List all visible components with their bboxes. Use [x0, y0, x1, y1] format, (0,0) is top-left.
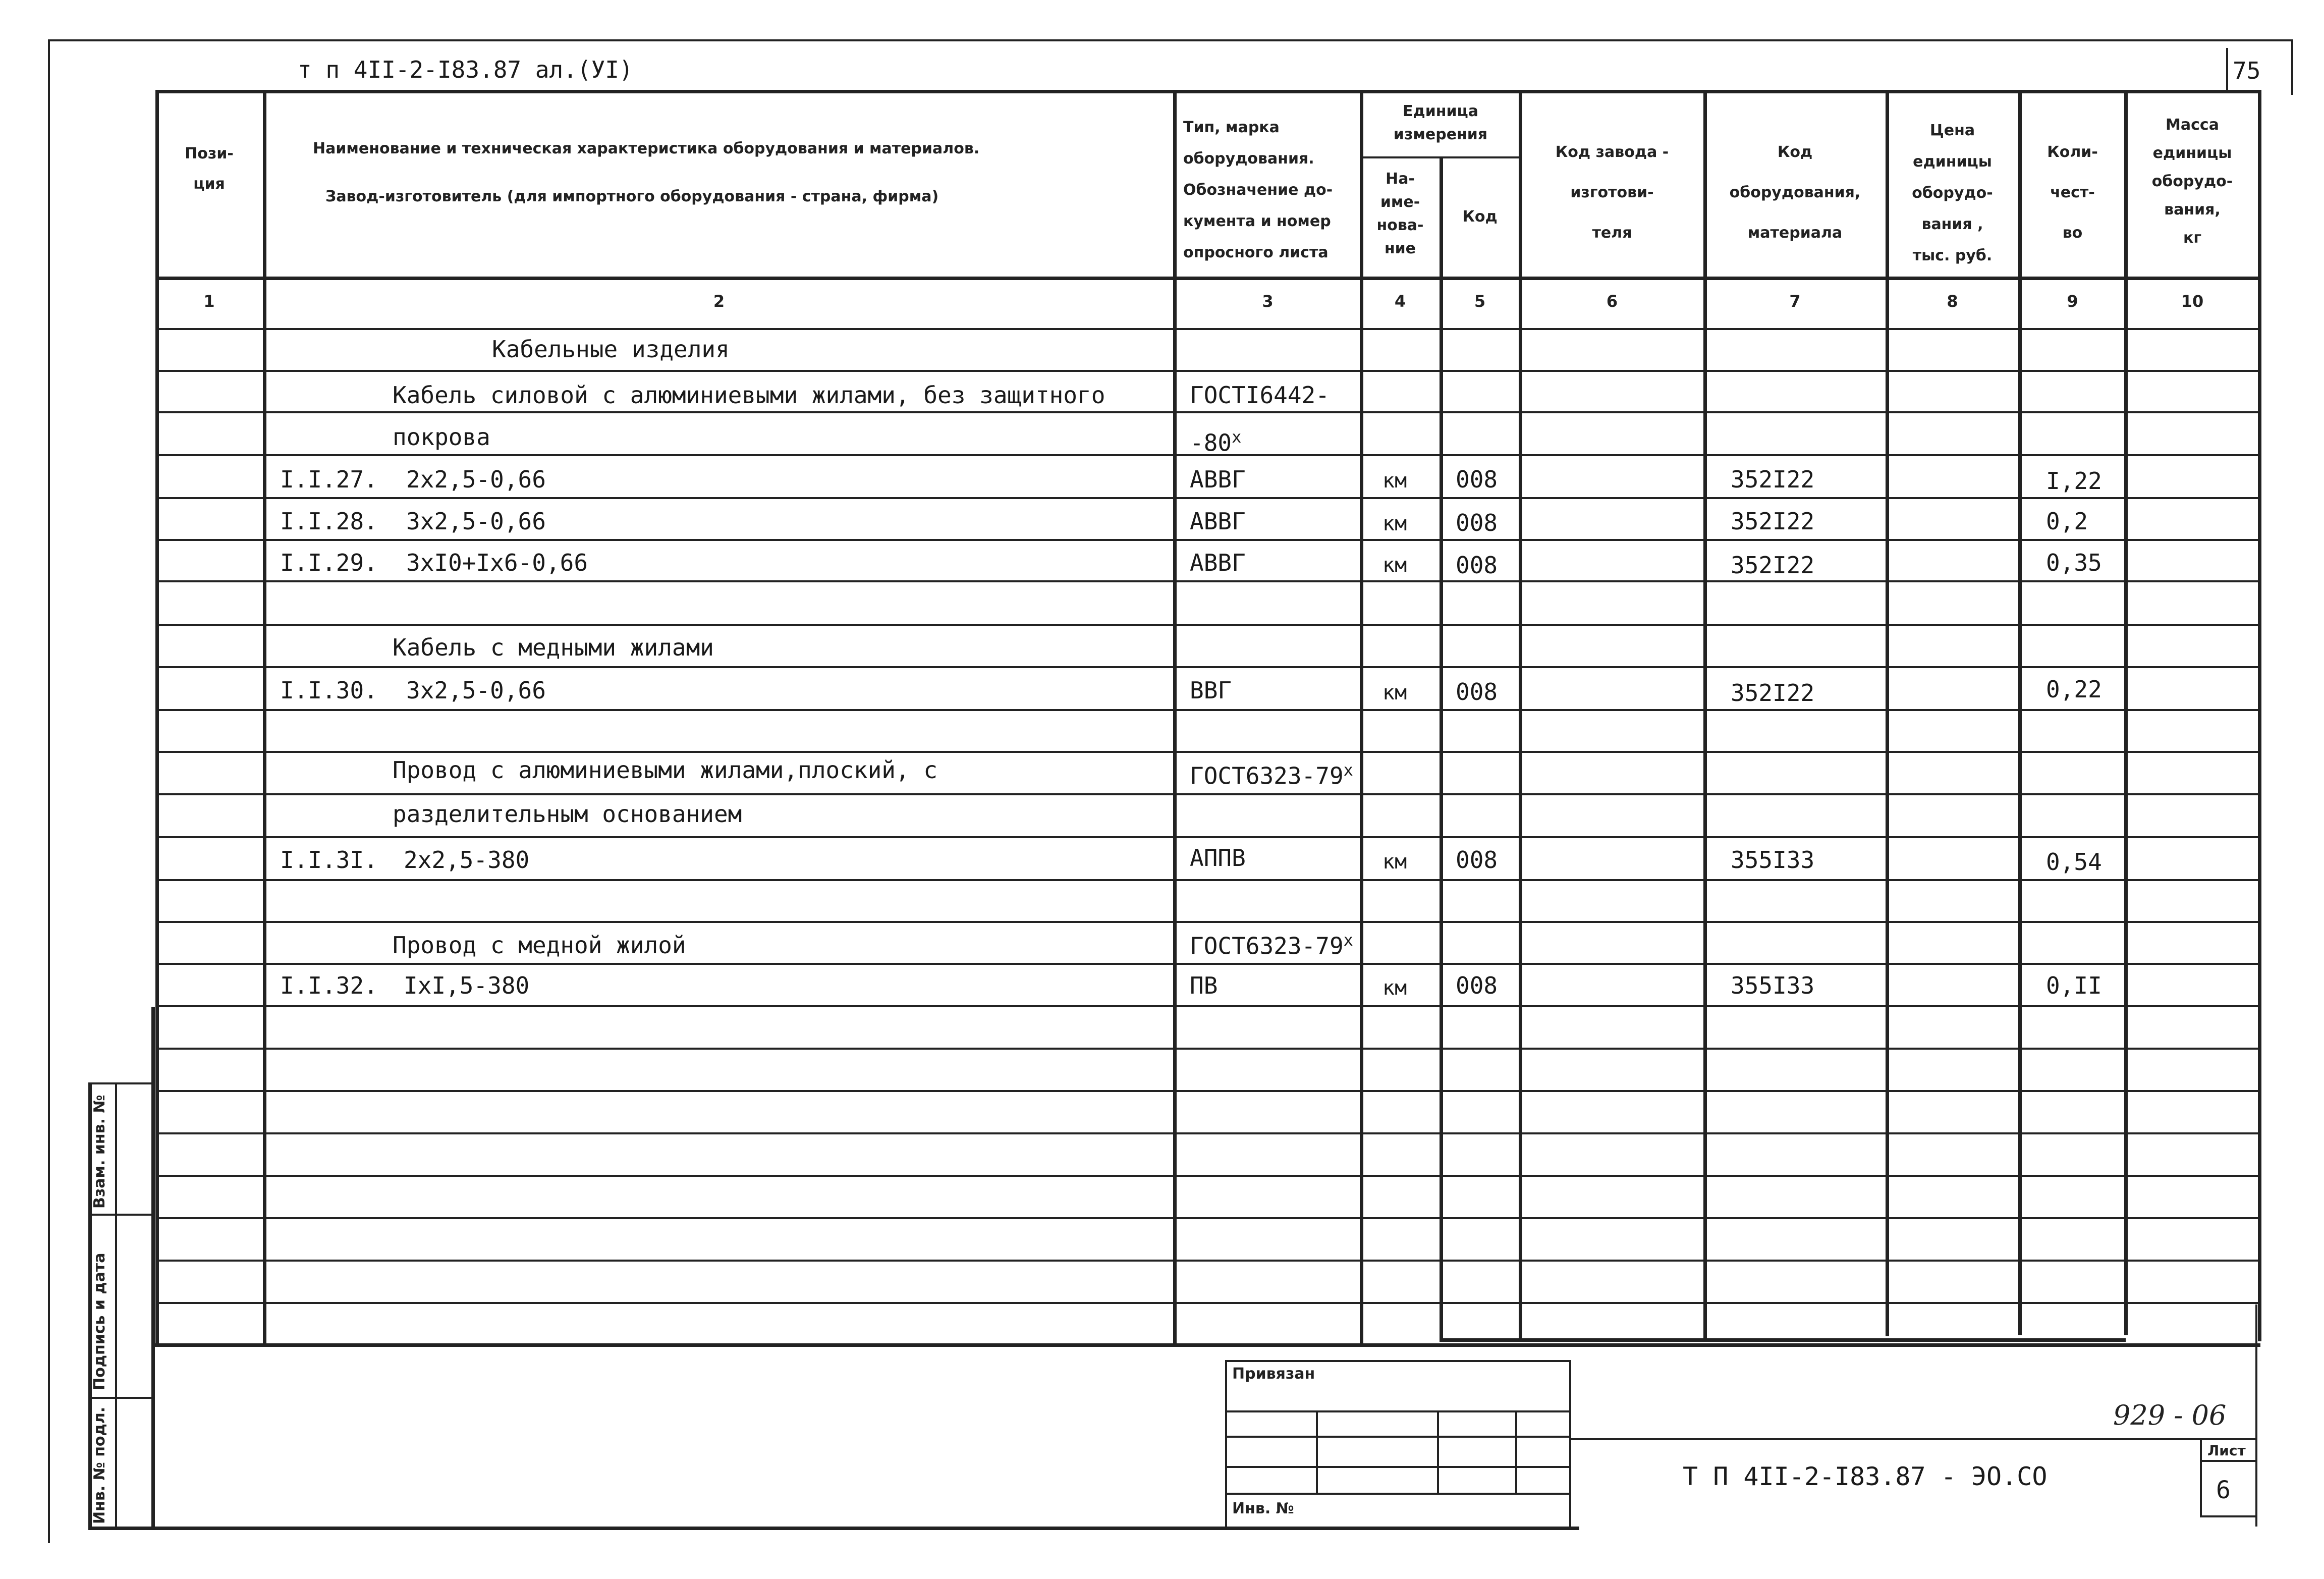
item-name: 2x2,5-0,66 — [406, 466, 546, 493]
doc-stamp-list-split — [2200, 1460, 2255, 1462]
row-line — [155, 1175, 2259, 1177]
col-line-3 — [1360, 90, 1363, 1344]
item-name: Провод с алюминиевыми жилами,плоский, с — [393, 756, 938, 784]
row-line — [155, 963, 2259, 965]
quantity: I,22 — [2046, 467, 2102, 495]
unit-code: 008 — [1456, 846, 1498, 874]
item-name: 2x2,5-380 — [404, 846, 530, 874]
row-line — [155, 879, 2259, 881]
header-col10: Масса единицы оборудо- вания, кг — [2151, 116, 2233, 247]
privyazan-line-1 — [1225, 1410, 1571, 1412]
row-line — [155, 1260, 2259, 1262]
header-col2-line1: Наименование и техническая характеристика оборудования и материалов. — [313, 140, 980, 157]
col-line-6 — [1703, 90, 1707, 1339]
item-type: ГОСТI6442- — [1190, 382, 1330, 409]
row-line — [155, 539, 2259, 541]
item-type: АВВГ — [1190, 549, 1246, 576]
position: I.I.30. — [280, 677, 378, 704]
column-number: 1 — [203, 292, 215, 311]
item-name: 3x2,5-0,66 — [406, 677, 546, 704]
unit-name: км — [1382, 512, 1407, 535]
item-name: покрова — [393, 423, 490, 451]
document-number: Т П 4II-2-I83.87 - ЭО.СО — [1683, 1462, 2048, 1491]
page-number: 75 — [2233, 57, 2261, 84]
table-bottom-line — [1440, 1338, 2126, 1342]
units-split-line — [1360, 156, 1519, 158]
unit-code: 008 — [1456, 466, 1498, 493]
privyazan-top — [1225, 1360, 1571, 1362]
position: I.I.29. — [280, 549, 378, 576]
row-line — [155, 709, 2259, 711]
side-stamp-split-1 — [88, 1214, 153, 1216]
side-label-inv-podl: Инв. № подл. — [91, 1406, 108, 1524]
col-line-5 — [1519, 90, 1522, 1339]
handwritten-number: 929 - 06 — [2113, 1399, 2227, 1431]
item-type: -80$^x$ — [1190, 427, 1242, 457]
material-code: 352I22 — [1731, 508, 1815, 535]
item-type: ГОСТ6323-79$^x$ — [1190, 931, 1353, 960]
privyazan-left — [1225, 1360, 1227, 1528]
header-units: Единица измерения — [1393, 102, 1488, 143]
side-stamp-top — [88, 1082, 153, 1084]
col-line-9 — [2124, 90, 2128, 1335]
header-col7: Код оборудования, материала — [1729, 143, 1861, 242]
col-line-4 — [1440, 156, 1443, 1340]
column-number: 4 — [1394, 292, 1406, 311]
doc-stamp-top — [1569, 1438, 2255, 1440]
column-number: 8 — [1947, 292, 1958, 311]
frame-right — [2291, 39, 2293, 95]
item-type: ПВ — [1190, 972, 1218, 999]
item-type: АППВ — [1190, 844, 1246, 872]
quantity: 0,35 — [2046, 549, 2102, 576]
unit-name: км — [1382, 850, 1407, 874]
item-type: АВВГ — [1190, 466, 1246, 493]
row-line — [155, 1090, 2259, 1092]
header-col4: На- име- нова- ние — [1376, 170, 1424, 257]
side-label-vzam: Взам. инв. № — [91, 1095, 108, 1209]
item-name: Кабель силовой с алюминиевыми жилами, без защитного — [393, 382, 1105, 409]
header-col8: Цена единицы оборудо- вания , тыс. руб. — [1912, 122, 1993, 264]
privyazan-line-4 — [1225, 1493, 1571, 1495]
unit-name: км — [1382, 554, 1407, 577]
doc-stamp-list-left — [2200, 1438, 2202, 1516]
row-line — [155, 497, 2259, 499]
title-block-top — [151, 1343, 2260, 1347]
col-line-1 — [263, 90, 266, 1344]
material-code: 352I22 — [1731, 552, 1815, 579]
section-title: Кабельные изделия — [492, 336, 730, 363]
side-stamp-col-divider — [115, 1082, 117, 1529]
col-line-2 — [1173, 90, 1177, 1344]
col-line-8 — [2018, 90, 2022, 1335]
unit-code: 008 — [1456, 972, 1498, 999]
row-line — [155, 1217, 2259, 1219]
header-col6: Код завода - изготови- теля — [1555, 143, 1669, 242]
item-name: 3xI0+Ix6-0,66 — [406, 549, 588, 576]
col-line-10 — [2258, 90, 2261, 1341]
row-line — [155, 580, 2259, 582]
column-number: 7 — [1789, 292, 1801, 311]
side-stamp-split-2 — [88, 1397, 153, 1399]
title-block-right — [2255, 1304, 2257, 1527]
header-col2-line2: Завод-изготовитель (для импортного оборудования - страна, фирма) — [325, 188, 939, 205]
quantity: 0,2 — [2046, 508, 2088, 535]
position: I.I.3I. — [280, 846, 378, 874]
side-label-podpis: Подпись и дата — [91, 1253, 108, 1390]
top-caption: т п 4II-2-I83.87 ал.(УI) — [298, 56, 633, 83]
item-name: 3x2,5-0,66 — [406, 508, 546, 535]
item-type: ВВГ — [1190, 677, 1232, 704]
row-line — [155, 793, 2259, 795]
row-line — [155, 666, 2259, 668]
row-line — [155, 1302, 2259, 1304]
item-name: Кабель с медными жилами — [393, 634, 714, 661]
row-line — [155, 370, 2259, 372]
row-line — [155, 1005, 2259, 1007]
column-number: 5 — [1474, 292, 1486, 311]
unit-code: 008 — [1456, 509, 1498, 536]
list-label: Лист — [2207, 1442, 2246, 1459]
item-type: ГОСТ6323-79$^x$ — [1190, 760, 1353, 790]
frame-top — [48, 39, 2293, 41]
col-line-0 — [155, 90, 159, 1344]
frame-left-outer — [48, 39, 50, 1543]
unit-name: км — [1382, 976, 1407, 1000]
column-number: 10 — [2181, 292, 2204, 311]
header-col9: Коли- чест- во — [2047, 143, 2098, 242]
side-stamp-bottom — [88, 1527, 1579, 1530]
unit-code: 008 — [1456, 678, 1498, 705]
page-number-box-left — [2226, 48, 2228, 93]
position: I.I.27. — [280, 466, 378, 493]
table-top-line — [155, 90, 2259, 93]
unit-code: 008 — [1456, 552, 1498, 579]
privyazan-div-2 — [1437, 1410, 1439, 1494]
item-type: АВВГ — [1190, 508, 1246, 535]
row-line — [155, 836, 2259, 838]
quantity: 0,22 — [2046, 676, 2102, 703]
doc-stamp-list-bottom — [2200, 1515, 2255, 1517]
inv-no-label: Инв. № — [1232, 1500, 1294, 1517]
header-col1: Пози- ция — [185, 145, 234, 193]
row-line — [155, 921, 2259, 923]
row-line — [155, 1048, 2259, 1050]
position: I.I.32. — [280, 972, 378, 999]
material-code: 355I33 — [1731, 972, 1815, 999]
item-name: IxI,5-380 — [404, 972, 530, 999]
column-number: 9 — [2067, 292, 2078, 311]
row-line — [155, 751, 2259, 753]
item-name: Провод с медной жилой — [393, 932, 686, 959]
list-value: 6 — [2216, 1476, 2231, 1504]
privyazan-div-3 — [1515, 1410, 1517, 1494]
col-line-7 — [1886, 90, 1889, 1336]
privyazan-line-3 — [1225, 1466, 1571, 1468]
quantity: 0,II — [2046, 972, 2102, 999]
item-name: разделительным основанием — [393, 800, 742, 828]
row-line — [155, 624, 2259, 626]
privyazan-line-2 — [1225, 1436, 1571, 1438]
unit-name: км — [1382, 681, 1407, 704]
material-code: 352I22 — [1731, 679, 1815, 706]
header-bottom-line — [155, 277, 2259, 280]
side-stamp-right — [151, 1007, 155, 1529]
material-code: 352I22 — [1731, 466, 1815, 493]
header-col5: Код — [1462, 208, 1498, 226]
column-number: 3 — [1262, 292, 1274, 311]
privyazan-label: Привязан — [1232, 1365, 1315, 1383]
position: I.I.28. — [280, 508, 378, 535]
material-code: 355I33 — [1731, 846, 1815, 874]
column-number: 2 — [713, 292, 725, 311]
column-number: 6 — [1606, 292, 1618, 311]
privyazan-div-1 — [1316, 1410, 1318, 1494]
row-line — [155, 1132, 2259, 1134]
colnum-bottom-line — [155, 328, 2259, 330]
header-col3: Тип, марка оборудования. Обозначение до- кумента и номер опросного листа — [1183, 119, 1333, 261]
row-line — [155, 411, 2259, 413]
quantity: 0,54 — [2046, 848, 2102, 876]
privyazan-right — [1569, 1360, 1571, 1528]
unit-name: км — [1382, 469, 1407, 493]
